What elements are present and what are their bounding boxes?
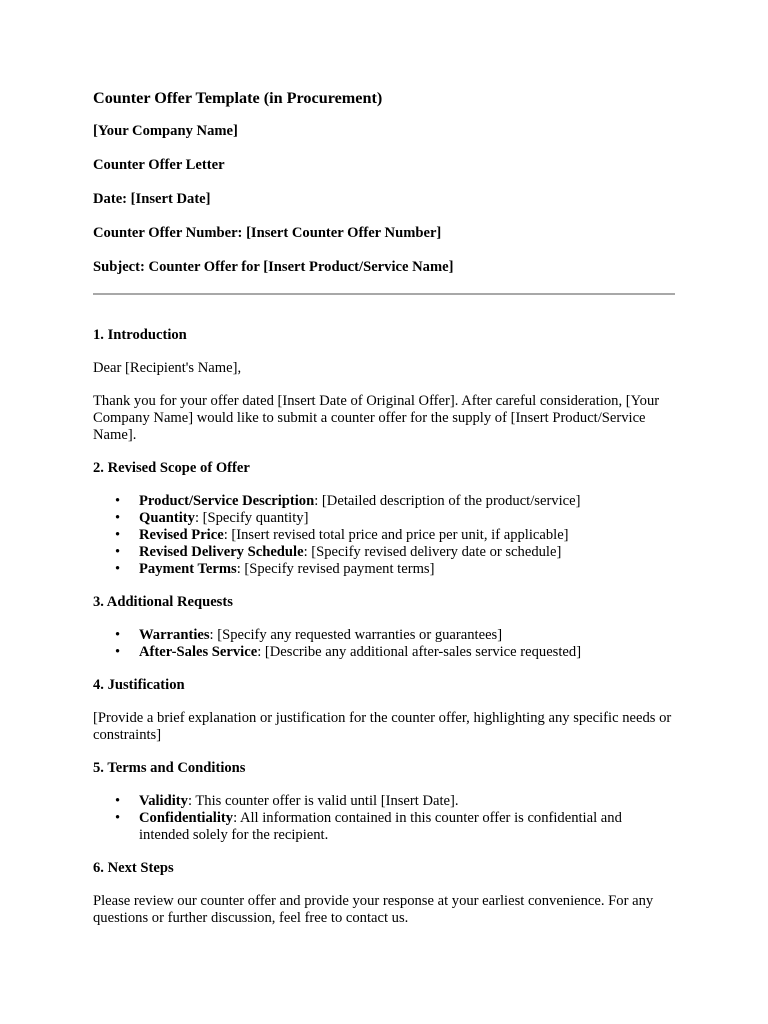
item-label: Payment Terms — [139, 561, 237, 577]
document-page — [93, 88, 675, 943]
section-heading-introduction: 1. Introduction — [93, 327, 187, 343]
revised-scope-list — [93, 493, 675, 578]
additional-requests-list — [93, 627, 675, 661]
list-item — [115, 627, 675, 644]
justification-body: [Provide a brief explanation or justification for the counter offer, highlighting any specific needs or constraints] — [93, 710, 672, 743]
document-title: Counter Offer Template (in Procurement) — [93, 89, 383, 107]
terms-list — [93, 793, 675, 844]
section-heading-revised-scope: 2. Revised Scope of Offer — [93, 460, 250, 476]
item-text: : [Insert revised total price and price per unit, if applicable] — [223, 527, 569, 543]
item-label: Validity — [139, 793, 188, 809]
introduction-body: Thank you for your offer dated [Insert Date of Original Offer]. After careful consideration, [Your Company Name] would like to submit a counter offer for the supply of [Insert Product/Service Name]. — [93, 393, 660, 443]
letter-type-line: Counter Offer Letter — [93, 157, 225, 173]
list-item — [115, 644, 675, 661]
section-heading-justification: 4. Justification — [93, 677, 185, 693]
item-text: : [Specify revised delivery date or schedule] — [303, 544, 562, 560]
bullet-icon: • — [115, 527, 121, 543]
salutation: Dear [Recipient's Name], — [93, 360, 242, 376]
list-item — [115, 810, 675, 844]
bullet-icon: • — [115, 644, 121, 660]
item-label: Product/Service Description — [139, 493, 315, 509]
item-text: : [Detailed description of the product/service] — [314, 493, 581, 509]
section-heading-terms: 5. Terms and Conditions — [93, 760, 246, 776]
item-text: : [Specify revised payment terms] — [236, 561, 435, 577]
bullet-icon: • — [115, 810, 121, 826]
list-item — [115, 527, 675, 544]
list-item — [115, 793, 675, 810]
item-text: : All information contained in this counter offer is confidential and intended solely for the recipient. — [139, 810, 622, 843]
bullet-icon: • — [115, 544, 121, 560]
date-line: Date: [Insert Date] — [93, 191, 211, 207]
item-text: : This counter offer is valid until [Insert Date]. — [187, 793, 459, 809]
bullet-icon: • — [115, 793, 121, 809]
item-label: Revised Price — [139, 527, 224, 543]
item-label: Revised Delivery Schedule — [139, 544, 304, 560]
horizontal-divider — [93, 293, 675, 295]
company-name-line: [Your Company Name] — [93, 123, 238, 139]
item-text: : [Specify quantity] — [194, 510, 309, 526]
item-label: Warranties — [139, 627, 210, 643]
bullet-icon: • — [115, 561, 121, 577]
next-steps-body: Please review our counter offer and provide your response at your earliest convenience. For any questions or further discussion, feel free to contact us. — [93, 893, 654, 926]
item-text: : [Specify any requested warranties or guarantees] — [209, 627, 503, 643]
section-heading-next-steps: 6. Next Steps — [93, 860, 174, 876]
list-item — [115, 544, 675, 561]
list-item — [115, 510, 675, 527]
list-item — [115, 493, 675, 510]
item-text: : [Describe any additional after-sales service requested] — [257, 644, 582, 660]
bullet-icon: • — [115, 627, 121, 643]
bullet-icon: • — [115, 493, 121, 509]
item-label: Confidentiality — [139, 810, 234, 826]
section-heading-additional-requests: 3. Additional Requests — [93, 594, 233, 610]
list-item — [115, 561, 675, 578]
bullet-icon: • — [115, 510, 121, 526]
item-label: Quantity — [139, 510, 195, 526]
subject-line: Subject: Counter Offer for [Insert Product/Service Name] — [93, 259, 454, 275]
item-label: After-Sales Service — [139, 644, 258, 660]
offer-number-line: Counter Offer Number: [Insert Counter Offer Number] — [93, 225, 442, 241]
